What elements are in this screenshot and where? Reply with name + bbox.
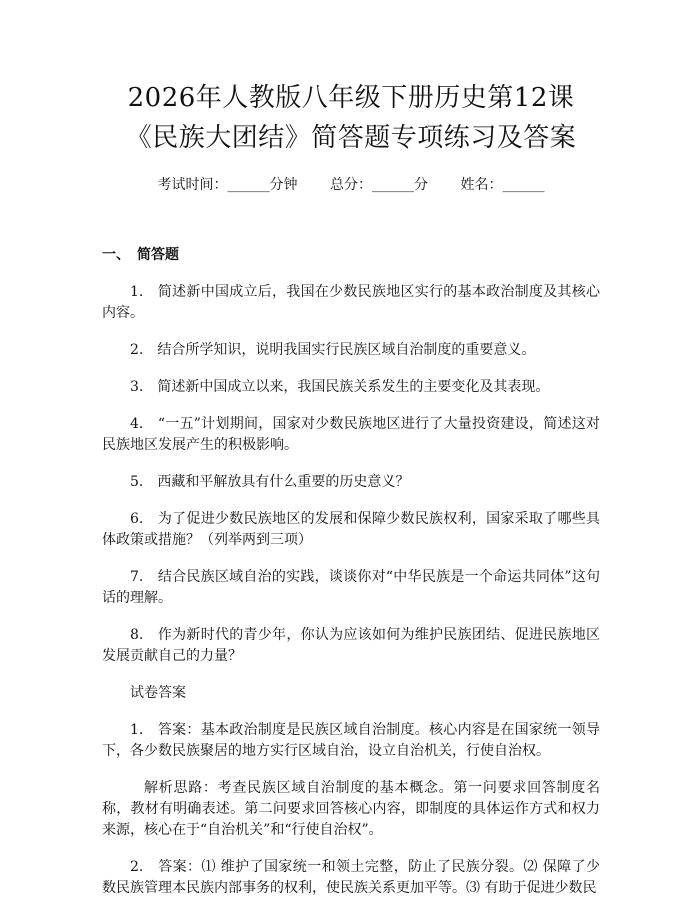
- question-4: 4. “一五”计划期间，国家对少数民族地区进行了大量投资建设，简述这对民族地区发展产生的积极影响。: [102, 416, 600, 453]
- answer-1-analysis: 解析思路：考查民族区域自治制度的基本概念。第一问要求回答制度名称，教材有明确表述。第二问要求回答核心内容，即制度的具体运作方式和权力来源，核心在于“自治机关”和“行使自治权”。: [102, 780, 600, 838]
- answer-2: 2. 答案：⑴ 维护了国家统一和领土完整，防止了民族分裂。⑵ 保障了少数民族管理本民族内部事务的权利，使民族关系更加平等。⑶ 有助于促进少数民: [102, 859, 600, 896]
- document-title: 2026年人教版八年级下册历史第12课《民族大团结》简答题专项练习及答案: [125, 83, 577, 153]
- question-1: 1. 简述新中国成立后，我国在少数民族地区实行的基本政治制度及其核心内容。: [102, 284, 600, 321]
- question-2: 2. 结合所学知识，说明我国实行民族区域自治制度的重要意义。: [130, 342, 536, 358]
- exam-time: 考试时间：______分钟: [157, 177, 298, 193]
- section-heading: 一、 简答题: [102, 247, 179, 263]
- exam-name: 姓名：______: [460, 177, 545, 193]
- answers-heading: 试卷答案: [130, 685, 186, 701]
- exam-score: 总分：______分: [330, 177, 428, 193]
- question-7: 7. 结合民族区域自治的实践，谈谈你对“中华民族是一个命运共同体”这句话的理解。: [102, 569, 600, 606]
- question-5: 5. 西藏和平解放具有什么重要的历史意义？: [130, 474, 410, 490]
- question-6: 6. 为了促进少数民族地区的发展和保障少数民族权利，国家采取了哪些具体政策或措施？（列举两到三项）: [102, 511, 600, 548]
- exam-info: [102, 174, 600, 194]
- question-8: 8. 作为新时代的青少年，你认为应该如何为维护民族团结、促进民族地区发展贡献自己的力量？: [102, 627, 600, 664]
- answer-1: 1. 答案：基本政治制度是民族区域自治制度。核心内容是在国家统一领导下，各少数民族聚居的地方实行区域自治，设立自治机关，行使自治权。: [102, 722, 600, 759]
- question-3: 3. 简述新中国成立以来，我国民族关系发生的主要变化及其表现。: [130, 379, 550, 395]
